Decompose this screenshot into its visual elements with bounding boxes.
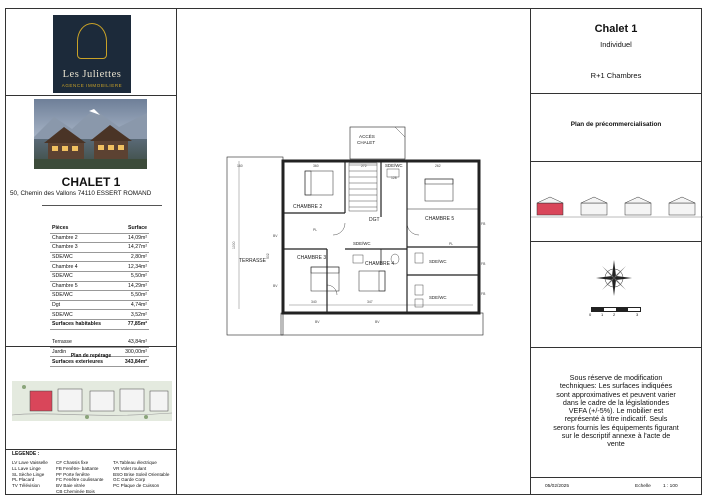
mark-fb-2: FB — [481, 262, 486, 266]
floor-plan — [177, 9, 530, 494]
mark-bv-4: BV — [375, 320, 380, 324]
scale-bar — [591, 307, 641, 312]
compass-rose-icon — [595, 259, 633, 297]
table-row: Dgt 4,74m² — [52, 302, 148, 309]
table-row: SDE/WC 2,80m² — [52, 254, 148, 261]
agency-logo — [53, 15, 131, 93]
titleblock-panel — [530, 8, 702, 495]
property-title: CHALET 1 — [61, 175, 121, 189]
room-dgt: DGT — [369, 217, 380, 223]
section-elevations — [531, 193, 703, 223]
room-chambre3: CHAMBRE 3 — [297, 255, 327, 261]
room-chambre2: CHAMBRE 2 — [293, 204, 323, 210]
table-row: Chambre 4 12,34m² — [52, 263, 148, 270]
plan-date: 05/02/2025 — [545, 484, 570, 489]
disclaimer: Sous réserve de modification techniques: Les surfaces indiquées sont approximatives et peuvent varier dans le cadre de la législationdes VEFA (+/-5%). Le mobilier est représenté à titre indicatif. Seuls serons fournis les équipements figurant sur le descriptif annexe à l'acte de vente — [553, 373, 679, 449]
scale-tick: 3 — [636, 312, 639, 317]
titleblock-name: Chalet 1 — [594, 23, 638, 35]
table-row: Jardin 300,00m² — [52, 349, 148, 356]
dim-label: 360 — [313, 164, 319, 168]
scale-label: Echelle — [635, 484, 651, 489]
left-panel — [5, 8, 177, 495]
table-row: Chambre 3 14,27m² — [52, 244, 148, 251]
scale-value: 1 : 100 — [663, 484, 678, 489]
table-row: Chambre 5 14,29m² — [52, 282, 148, 289]
exterior-total-row: Surfaces exterieures 343,84m² — [52, 358, 148, 365]
plan-reperage-title: Plan de repérage — [70, 353, 112, 359]
dim-label: 340 — [311, 300, 317, 304]
agency-tagline: AGENCE IMMOBILIERE — [61, 83, 123, 88]
table-row: SDE/WC 3,52m² — [52, 311, 148, 318]
scale-tick: 2 — [613, 312, 616, 317]
table-row: Terrasse 43,84m² — [52, 339, 148, 346]
room-terrasse: TERRASSE — [239, 258, 266, 264]
site-plan — [12, 381, 172, 421]
property-address: 50, Chemin des Vallons 74110 ESSERT ROMAND — [10, 190, 152, 197]
table-row: SDE/WC 5,50m² — [52, 273, 148, 280]
legend-col-3: TA Tableau électrique VR Volet roulant BSO Brise Soleil Orientable GC Garde Corp PC Plaque de Cuisson — [113, 460, 170, 489]
chalet-photo — [34, 99, 147, 169]
room-sde-1: SDE/WC — [385, 163, 403, 168]
legend-col-2: CF Chassis fixe FB Fenêtre- battante PF Porte fenêtre FC Fenêtre coulissante BV Baie vitrée CB Cheminée Bois — [56, 460, 104, 494]
room-sde-4: SDE/WC — [429, 295, 447, 300]
dim-label: 502 — [266, 253, 270, 259]
mark-pl-1: PL — [313, 228, 318, 232]
col-header-piece: Pièces — [50, 224, 105, 233]
logo-monogram-icon — [77, 23, 107, 59]
habitable-total-row: Surfaces habitables 77,85m² — [52, 321, 148, 328]
dim-label: 347 — [367, 300, 373, 304]
mark-fb-1: FB — [481, 222, 486, 226]
col-header-surface: Surface — [105, 224, 149, 233]
access-label: ACCÈS — [359, 134, 375, 139]
room-chambre4: CHAMBRE 4 — [365, 261, 395, 267]
plan-title: Plan de précommercialisation — [570, 121, 662, 128]
agency-name: Les Juliettes — [62, 69, 122, 80]
table-row: SDE/WC 5,50m² — [52, 292, 148, 299]
mark-bv-1: BV — [273, 234, 278, 238]
room-chambre5: CHAMBRE 5 — [425, 216, 455, 222]
room-sde-2: SDE/WC — [353, 241, 371, 246]
dim-label: 128 — [391, 176, 397, 180]
access-chalet-label: CHALET — [357, 140, 376, 145]
dim-label: 272 — [361, 164, 367, 168]
titleblock-level: R+1 Chambres — [590, 71, 642, 80]
mark-bv-2: BV — [273, 284, 278, 288]
dim-label: 262 — [435, 164, 441, 168]
scale-tick: 0 — [589, 312, 592, 317]
mark-fb-3: FB — [481, 292, 486, 296]
mark-bv-3: BV — [315, 320, 320, 324]
table-row: Chambre 2 14,09m² — [52, 234, 148, 241]
room-sde-3: SDE/WC — [429, 259, 447, 264]
mark-pl-2: PL — [449, 242, 454, 246]
legend-col-1: LV Lave Vaisselle LL Lave Linge SL Sèche Linge PL Placard TV Télévision — [12, 460, 48, 489]
dim-label: 160 — [237, 164, 243, 168]
scale-tick: 1 — [601, 312, 604, 317]
floorplan-panel — [176, 8, 531, 495]
legend-title: LEGENDE : — [12, 451, 40, 457]
dim-label: 1000 — [232, 241, 236, 249]
titleblock-type: Individuel — [600, 40, 632, 49]
